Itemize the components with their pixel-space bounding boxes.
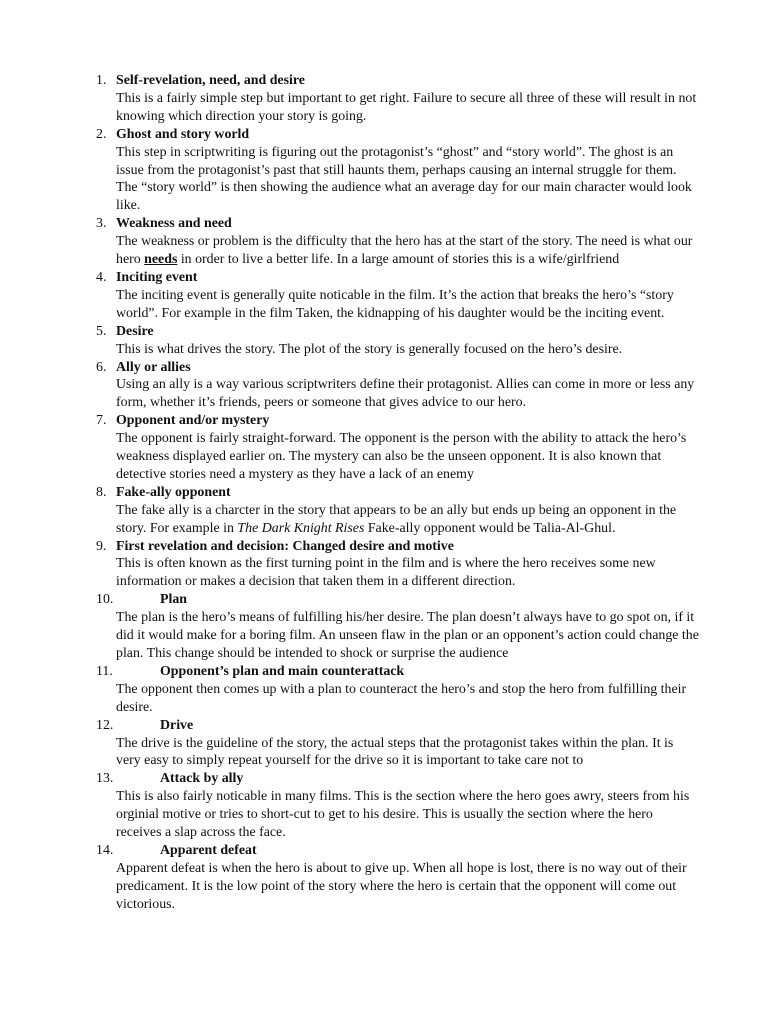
item-body: The drive is the guideline of the story, the actual steps that the protagonist takes within the plan. It is very easy to simply repeat yourself for the drive so it is important to take care not to <box>116 735 674 769</box>
item-body <box>116 233 700 269</box>
item-heading: Plan <box>160 592 188 608</box>
item-number: 7. <box>96 413 107 429</box>
body-text: The fake ally is a charcter in the story that appears to be an ally but ends up being an opponent in the story. For example in <box>116 502 677 536</box>
list-item <box>0 663 768 717</box>
item-body: Apparent defeat is when the hero is about to give up. When all hope is lost, there is no way out of their predicament. It is the low point of the story where the hero is certain that the opponent will come out victorious. <box>116 860 687 912</box>
item-number: 11. <box>96 663 113 679</box>
item-heading: Opponent and/or mystery <box>116 413 270 429</box>
item-body: This is a fairly simple step but important to get right. Failure to secure all three of these will result in not knowing which direction your story is going. <box>116 90 697 124</box>
emphasized-word: needs <box>144 252 178 268</box>
item-heading: Ally or allies <box>116 359 191 375</box>
list-item <box>0 359 768 413</box>
item-number: 5. <box>96 323 107 339</box>
item-body: This step in scriptwriting is figuring out the protagonist’s “ghost” and “story world”. The ghost is an issue from the protagonist’s past that still haunts them, perhaps causing an internal struggle for them. The “story world” is then showing the audience what an average day for our main character would look like. <box>116 144 692 214</box>
item-heading: Inciting event <box>116 269 198 285</box>
list-item <box>0 412 768 484</box>
list-item <box>0 591 768 663</box>
item-body: The inciting event is generally quite noticable in the film. It’s the action that breaks the hero’s “story world”. For example in the film Taken, the kidnapping of his daughter would be the inciting event. <box>116 287 674 321</box>
list-item <box>0 126 768 216</box>
list-item <box>0 538 768 592</box>
body-text: in order to live a better life. In a large amount of stories this is a wife/girlfriend <box>177 252 620 268</box>
item-heading: Self-revelation, need, and desire <box>116 73 305 88</box>
item-body <box>116 502 700 538</box>
item-number: 8. <box>96 484 107 500</box>
item-body: This is often known as the first turning point in the film and is where the hero receives some new information or makes a decision that taken them in a different direction. <box>116 556 656 590</box>
document-page <box>0 72 768 914</box>
body-text: The weakness or problem is the difficulty that the hero has at the start of the story. The need is what our hero <box>116 234 693 268</box>
item-heading: Attack by ally <box>160 771 244 787</box>
list-item <box>0 842 768 914</box>
list-item <box>0 323 768 359</box>
item-number: 9. <box>96 538 107 554</box>
item-number: 13. <box>96 771 114 787</box>
film-title: The Dark Knight Rises <box>237 520 365 536</box>
item-heading: First revelation and decision: Changed desire and motive <box>116 538 454 554</box>
list-item <box>0 484 768 538</box>
item-number: 12. <box>96 717 114 733</box>
item-number: 1. <box>96 73 107 88</box>
item-number: 4. <box>96 269 107 285</box>
item-heading: Weakness and need <box>116 216 232 232</box>
item-heading: Desire <box>116 323 154 339</box>
item-number: 2. <box>96 126 107 142</box>
item-heading: Apparent defeat <box>160 842 257 858</box>
item-body: The opponent is fairly straight-forward. The opponent is the person with the ability to attack the hero’s weakness displayed earlier on. The mystery can also be the unseen opponent. It is also known that detective stories need a mystery as they have a lack of an enemy <box>116 431 687 482</box>
body-text: Fake-ally opponent would be Talia-Al-Ghul. <box>364 520 616 536</box>
item-number: 6. <box>96 359 107 375</box>
item-body: This is what drives the story. The plot of the story is generally focused on the hero’s desire. <box>116 341 623 357</box>
item-heading: Drive <box>160 717 194 733</box>
list-item <box>0 215 768 269</box>
item-number: 14. <box>96 842 114 858</box>
item-body: The plan is the hero’s means of fulfilling his/her desire. The plan doesn’t always have to go spot on, if it did it would make for a boring film. An unseen flaw in the plan or an opponent’s action could change the plan. This change should be intended to shock or surprise the audience <box>116 610 699 661</box>
item-number: 10. <box>96 592 114 608</box>
list-item <box>0 717 768 771</box>
list-item <box>0 770 768 842</box>
item-number: 3. <box>96 216 107 232</box>
list-item <box>0 72 768 126</box>
item-body: Using an ally is a way various scriptwriters define their protagonist. Allies can come in more or less any form, whether it’s friends, peers or someone that gives advice to our hero. <box>116 377 695 411</box>
item-heading: Opponent’s plan and main counterattack <box>160 663 405 679</box>
item-heading: Ghost and story world <box>116 126 250 142</box>
item-body: The opponent then comes up with a plan to counteract the hero’s and stop the hero from fulfilling their desire. <box>116 681 687 715</box>
item-heading: Fake-ally opponent <box>116 484 231 500</box>
list-item <box>0 269 768 323</box>
item-body: This is also fairly noticable in many films. This is the section where the hero goes awry, steers from his orginial motive or tries to short-cut to get to his desire. This is usually the section where the hero receives a slap across the face. <box>116 789 690 841</box>
